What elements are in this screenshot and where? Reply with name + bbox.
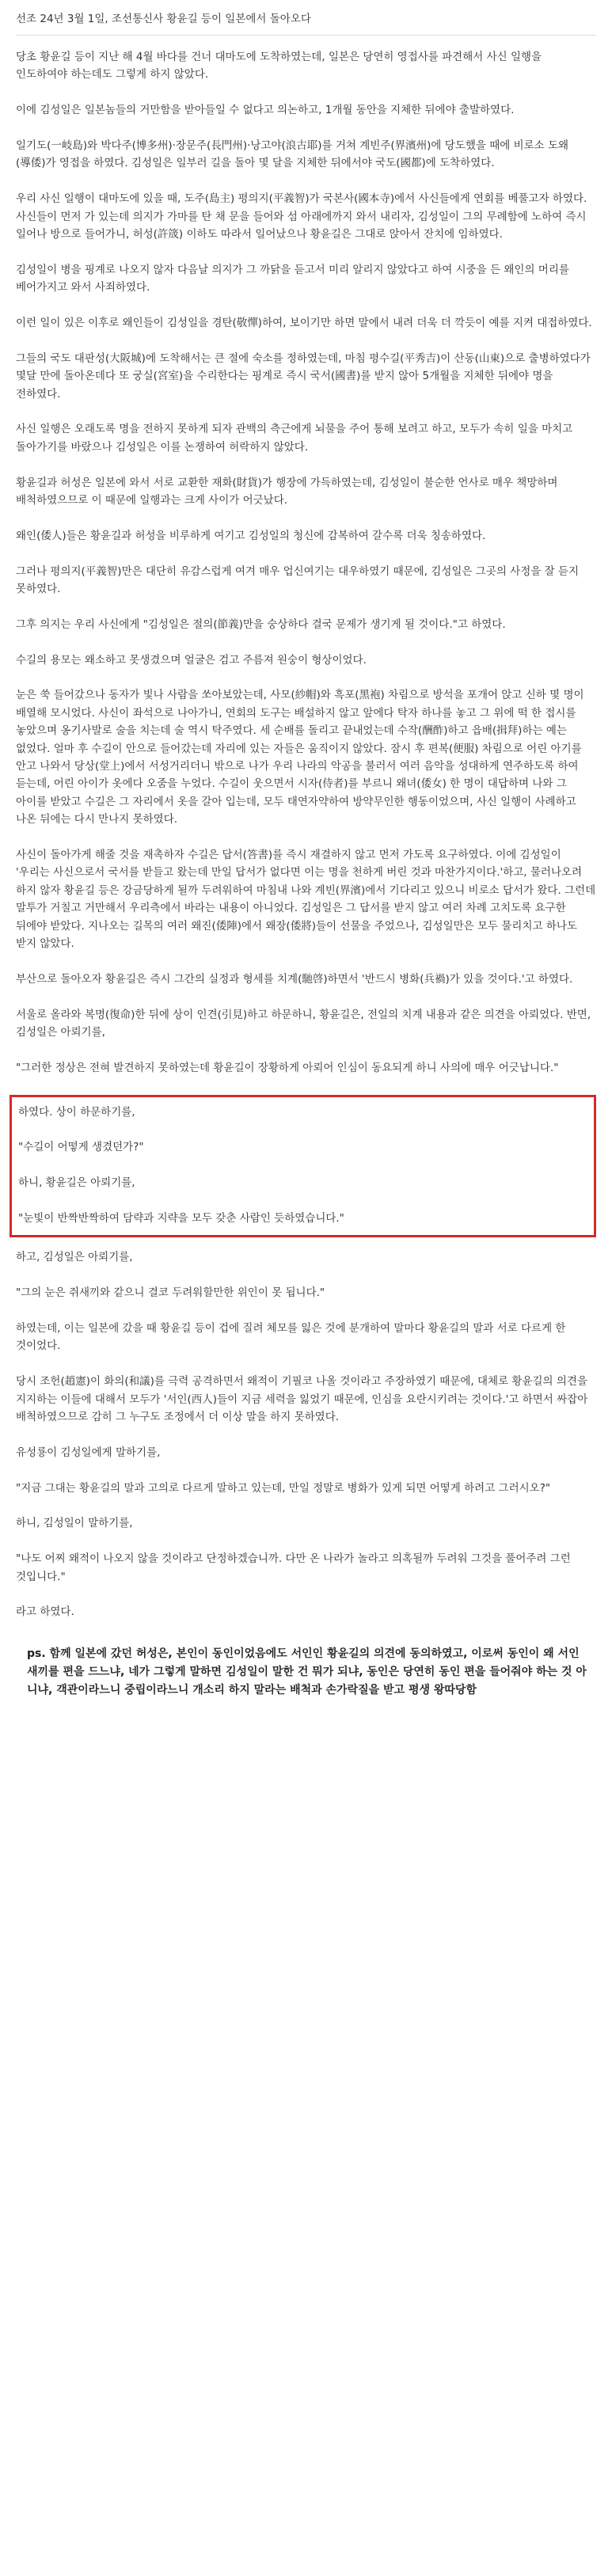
paragraph: 우리 사신 일행이 대마도에 있을 때, 도주(島主) 평의지(平義智)가 국본사(國本寺)에서 사신들에게 연회를 베풀고자 하였다. 사신들이 먼저 가 있는데 의지가 가마를 탄 채 문을 들어와 섬 아래에까지 와서 내리자, 김성일이 그의 무례함에 노하여 즉시 일어나 방으로 들어가니, 허성(許筬) 이하도 따라서 일어났으나 황윤길은 그대로 앉아서 잔치에 임하였다.	[16, 192, 587, 241]
paragraph: "그의 눈은 쥐새끼와 같으니 결코 두려워할만한 위인이 못 됩니다."	[16, 1286, 325, 1300]
paragraph: 이런 일이 있은 이후로 왜인들이 김성일을 경탄(敬憚)하여, 보이기만 하면 말에서 내려 더욱 더 깍듯이 예를 지켜 대접하였다.	[16, 317, 592, 330]
paragraph: 수길의 용모는 왜소하고 못생겼으며 얼굴은 검고 주름져 원숭이 형상이었다.	[16, 653, 367, 667]
article-body-before	[16, 48, 596, 1077]
paragraph: 서울로 올라와 복명(復命)한 뒤에 상이 인견(引見)하고 하문하니, 황윤길은, 전일의 치계 내용과 같은 의견을 아뢰었다. 반면, 김성일은 아뢰기를,	[16, 1008, 591, 1039]
paragraph: "지금 그대는 황윤길의 말과 고의로 다르게 말하고 있는데, 만일 정말로 병화가 있게 되면 어떻게 하려고 그러시오?"	[16, 1481, 551, 1495]
postscript-note: ps. 함께 일본에 갔던 허성은, 본인이 동인이었음에도 서인인 황윤길의 의견에 동의하였고, 이로써 동인이 왜 서인 새끼를 편을 드느냐, 네가 그렇게 말하면 김성일이 말한 건 뭐가 되냐, 동인은 당연히 동인 편을 들어줘야 하는 것 아니냐, 객관이라느니 중립이라느니 개소리 하지 말라는 배척과 손가락질을 받고 평생 왕따당함	[27, 1647, 587, 1697]
paragraph: 이에 김성일은 일본놈들의 거만함을 받아들일 수 없다고 의논하고, 1개월 동안을 지체한 뒤에야 출발하였다.	[16, 104, 515, 117]
highlighted-paragraph: "눈빛이 반짝반짝하여 담략과 지략을 모두 갖춘 사람인 듯하였습니다."	[18, 1212, 344, 1225]
article-body-after	[16, 1248, 596, 1620]
paragraph: 김성일이 병을 핑계로 나오지 않자 다음날 의지가 그 까닭을 듣고서 미리 알리지 않았다고 하여 시중을 든 왜인의 머리를 베어가지고 와서 사죄하였다.	[16, 263, 569, 294]
paragraph: 유성룡이 김성일에게 말하기를,	[16, 1446, 161, 1459]
highlighted-paragraph: 하였다. 상이 하문하기를,	[18, 1105, 135, 1119]
paragraph: 눈은 쑥 들어갔으나 동자가 빛나 사람을 쏘아보았는데, 사모(紗帽)와 흑포(黑袍) 차림으로 방석을 포개어 앉고 신하 몇 명이 배열해 모시었다. 사신이 좌석으로 나아가니, 연회의 도구는 배설하지 않고 앞에다 탁자 하나를 놓고 그 위에 떡 한 접시를 놓았으며 옹기사발로 술을 치는데 술 역시 탁주였다. 세 순배를 돌리고 끝내었는데 수작(酬酢)하고 읍배(揖拜)하는 예는 없었다. 얼마 후 수길이 안으로 들어갔는데 자리에 있는 자들은 움직이지 않았다. 잠시 후 편복(便服) 차림으로 어린 아기를 안고 나와서 당상(堂上)에서 서성거리더니 밖으로 나가 우리 나라의 악공을 불러서 여러 음악을 성대하게 연주하도록 하여 듣는데, 어린 아이가 옷에다 오줌을 누었다. 수길이 웃으면서 시자(侍者)를 부르니 왜녀(倭女) 한 명이 대답하며 나와 그 아이를 받았고 수길은 그 자리에서 옷을 갈아 입는데, 모두 태연자약하여 방약무인한 행동이었으며, 사신 일행이 사례하고 나온 뒤에는 다시 만나지 못하였다.	[16, 689, 584, 826]
paragraph: "나도 어찌 왜적이 나오지 않을 것이라고 단정하겠습니까. 다만 온 나라가 놀라고 의혹될까 두려워 그것을 풀어주려 그런 것입니다."	[16, 1552, 571, 1583]
paragraph: 사신이 돌아가게 해줄 것을 재촉하자 수길은 답서(答書)를 즉시 재결하지 않고 먼저 가도록 요구하였다. 이에 김성일이 '우리는 사신으로서 국서를 받들고 왔는데 만일 답서가 없다면 이는 명을 천하게 버린 것과 마찬가지이다.'하고, 물러나오려 하지 않자 황윤길 등은 강금당하게 될까 두려워하여 마침내 나와 계빈(界濱)에서 기다리고 있으니 비로소 답서가 왔다. 그런데 말투가 거칠고 거만해서 우리측에서 바라는 내용이 아니었다. 김성일은 그 답서를 받지 않고 여러 차례 고치도록 요구한 뒤에야 받았다. 지나오는 길목의 여러 왜진(倭陣)에서 왜장(倭將)들이 선물을 주었으나, 김성일만은 모두 물리치고 하나도 받지 않았다.	[16, 849, 596, 951]
paragraph: 그러나 평의지(平義智)만은 대단히 유감스럽게 여겨 매우 업신여기는 대우하였기 때문에, 김성일은 그곳의 사정을 잘 듣지 못하였다.	[16, 564, 579, 596]
paragraph: 사신 일행은 오래도록 명을 전하지 못하게 되자 관백의 측근에게 뇌물을 주어 통해 보려고 하고, 모두가 속히 일을 마치고 돌아가기를 바랐으나 김성일은 이를 논쟁하여 허락하지 않았다.	[16, 423, 573, 454]
paragraph: 황윤길과 허성은 일본에 와서 서로 교환한 재화(財貨)가 행장에 가득하였는데, 김성일이 불순한 언사로 매우 책망하며 배척하였으므로 이 때문에 일행과는 크게 사이가 어긋났다.	[16, 476, 558, 507]
highlighted-paragraph: 하니, 황윤길은 아뢰기를,	[18, 1176, 135, 1190]
paragraph: 당초 황윤길 등이 지난 해 4월 바다를 건너 대마도에 도착하였는데, 일본은 당연히 영접사를 파견해서 사신 일행을 인도하여야 하는데도 그렇게 하지 않았다.	[16, 51, 542, 82]
paragraph: 당시 조헌(趙憲)이 화의(和議)를 극력 공격하면서 왜적이 기필코 나올 것이라고 주장하였기 때문에, 대체로 황윤길의 의견을 지지하는 이들에 대해서 모두가 '서인(西人)들이 지금 세력을 잃었기 때문에, 인심을 요란시키려는 것이다.'고 하면서 싸잡아 배척하였으므로 감히 그 누구도 조정에서 더 이상 말을 하지 못하였다.	[16, 1375, 588, 1424]
paragraph: 라고 하였다.	[16, 1605, 74, 1619]
paragraph: 그후 의지는 우리 사신에게 "김성일은 절의(節義)만을 숭상하다 결국 문제가 생기게 될 것이다."고 하였다.	[16, 617, 506, 631]
title-divider	[16, 35, 596, 36]
paragraph: 그들의 국도 대판성(大阪城)에 도착해서는 큰 절에 숙소를 정하였는데, 마침 평수길(平秀吉)이 산동(山東)으로 출병하였다가 몇달 만에 돌아온데다 또 궁실(宮室)을 수리한다는 핑계로 즉시 국서(國書)를 받지 않아 5개월을 지체한 뒤에야 명을 전하였다.	[16, 351, 591, 401]
paragraph: 하고, 김성일은 아뢰기를,	[16, 1251, 133, 1264]
paragraph: 하니, 김성일이 말하기를,	[16, 1517, 133, 1530]
article-title: 선조 24년 3월 1일, 조선통신사 황윤길 등이 일본에서 돌아오다	[16, 13, 311, 25]
paragraph: "그러한 정상은 전혀 발견하지 못하였는데 황윤길이 장황하게 아뢰어 인심이 동요되게 하니 사의에 매우 어긋납니다."	[16, 1061, 559, 1074]
paragraph: 부산으로 돌아오자 황윤길은 즉시 그간의 실정과 형세를 치계(馳啓)하면서 '반드시 병화(兵禍)가 있을 것이다.'고 하였다.	[16, 972, 573, 986]
highlighted-paragraph: "수길이 어떻게 생겼던가?"	[18, 1141, 144, 1154]
paragraph: 일기도(一岐島)와 박다주(博多州)·장문주(長門州)·낭고야(浪古耶)를 거쳐 계빈주(界濱州)에 당도했을 때에 비로소 도왜(導倭)가 영접을 하였다. 김성일은 일부러 길을 돌아 몇 달을 지체한 뒤에서야 국도(國都)에 도착하였다.	[16, 139, 569, 170]
paragraph: 하였는데, 이는 일본에 갔을 때 황윤길 등이 겁에 질려 체모를 잃은 것에 분개하여 말마다 황윤길의 말과 서로 다르게 한 것이었다.	[16, 1322, 566, 1353]
paragraph: 왜인(倭人)들은 황윤길과 허성을 비루하게 여기고 김성일의 청신에 감복하여 갈수록 더욱 칭송하였다.	[16, 529, 486, 542]
highlighted-dialogue-box	[10, 1095, 596, 1238]
